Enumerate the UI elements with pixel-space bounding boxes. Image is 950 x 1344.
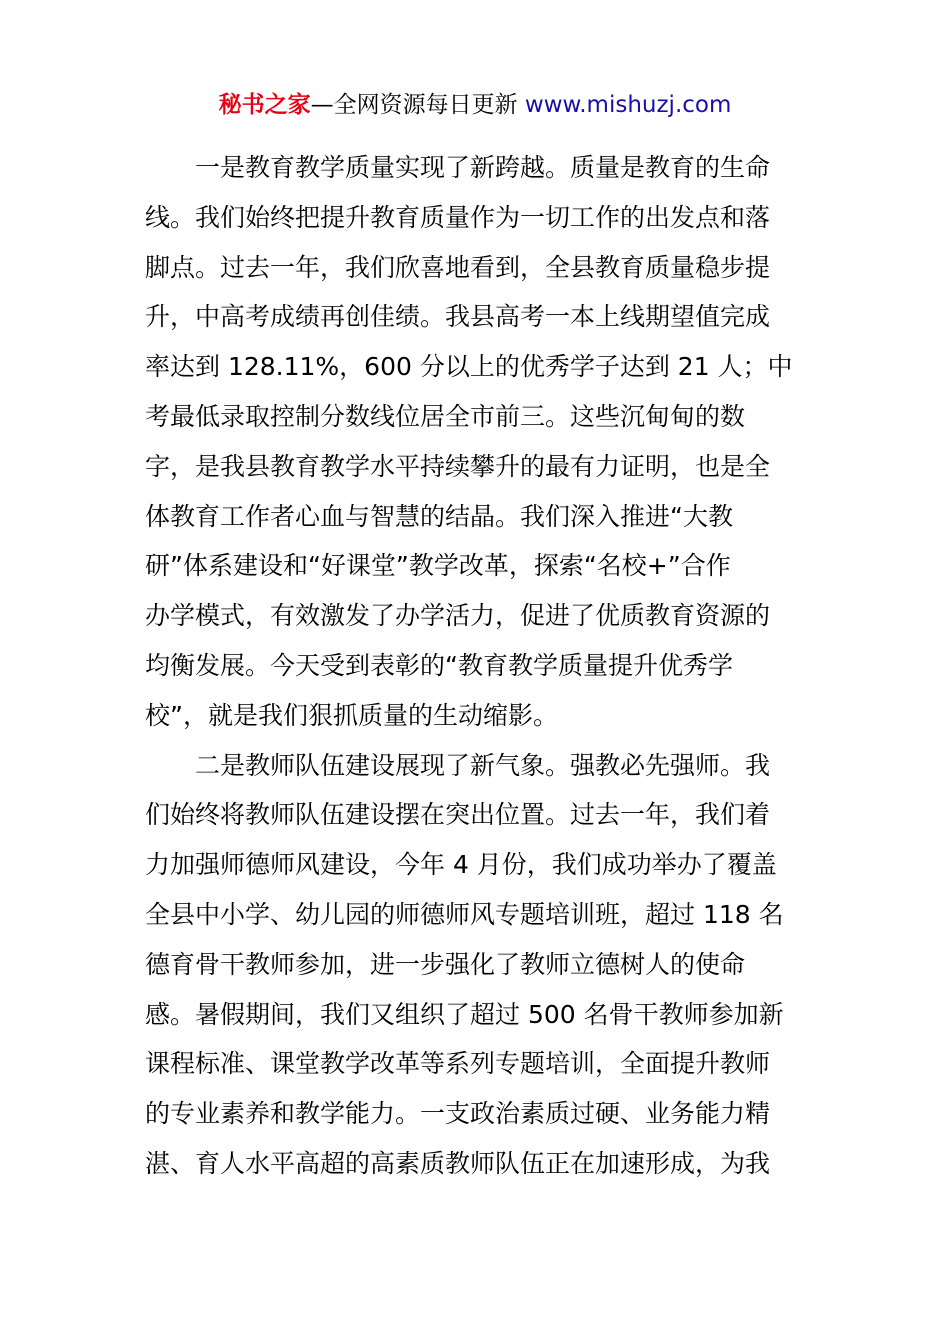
paragraph-2-line-9: 湛、育人水平高超的高素质教师队伍正在加速形成，为我 <box>145 1148 771 1178</box>
header-tagline: —全网资源每日更新 <box>310 92 525 118</box>
page-header <box>0 88 950 122</box>
paragraph-2-line-3: 力加强师德师风建设，今年 4 月份，我们成功举办了覆盖 <box>145 850 777 880</box>
paragraph-2-line-8: 的专业素养和教学能力。一支政治素质过硬、业务能力精 <box>145 1099 771 1129</box>
paragraph-1-line-6: 考最低录取控制分数线位居全市前三。这些沉甸甸的数 <box>145 401 746 431</box>
paragraph-2-line-5: 德育骨干教师参加，进一步强化了教师立德树人的使命 <box>145 949 746 979</box>
paragraph-1-line-12: 校”，就是我们狠抓质量的生动缩影。 <box>145 700 558 730</box>
paragraph-1-line-3: 脚点。过去一年，我们欣喜地看到，全县教育质量稳步提 <box>145 252 771 282</box>
paragraph-1-line-10: 办学模式，有效激发了办学活力，促进了优质教育资源的 <box>145 601 771 631</box>
paragraph-1-line-7: 字，是我县教育教学水平持续攀升的最有力证明，也是全 <box>145 451 771 481</box>
paragraph-1-line-8: 体教育工作者心血与智慧的结晶。我们深入推进“大教 <box>145 501 733 531</box>
site-url-link[interactable]: www.mishuzj.com <box>524 92 732 118</box>
paragraph-1-line-9: 研”体系建设和“好课堂”教学改革，探索“名校+”合作 <box>145 551 731 581</box>
paragraph-1-line-2: 线。我们始终把提升教育质量作为一切工作的出发点和落 <box>145 202 771 232</box>
paragraph-1-line-1: 一是教育教学质量实现了新跨越。质量是教育的生命 <box>195 153 771 182</box>
paragraph-1-line-4: 升，中高考成绩再创佳绩。我县高考一本上线期望值完成 <box>145 302 771 332</box>
paragraph-2-line-6: 感。暑假期间，我们又组织了超过 500 名骨干教师参加新 <box>145 999 784 1029</box>
paragraph-2-line-4: 全县中小学、幼儿园的师德师风专题培训班，超过 118 名 <box>145 899 784 929</box>
brand-name: 秘书之家 <box>218 92 311 118</box>
document-body <box>145 143 810 1189</box>
paragraph-2-line-1: 二是教师队伍建设展现了新气象。强教必先强师。我 <box>195 750 771 780</box>
paragraph-1-line-5: 率达到 128.11%，600 分以上的优秀学子达到 21 人；中 <box>145 352 793 382</box>
paragraph-2-line-2: 们始终将教师队伍建设摆在突出位置。过去一年，我们着 <box>145 800 771 830</box>
paragraph-2-line-7: 课程标准、课堂教学改革等系列专题培训，全面提升教师 <box>145 1049 771 1079</box>
paragraph-1-line-11: 均衡发展。今天受到表彰的“教育教学质量提升优秀学 <box>145 650 733 680</box>
